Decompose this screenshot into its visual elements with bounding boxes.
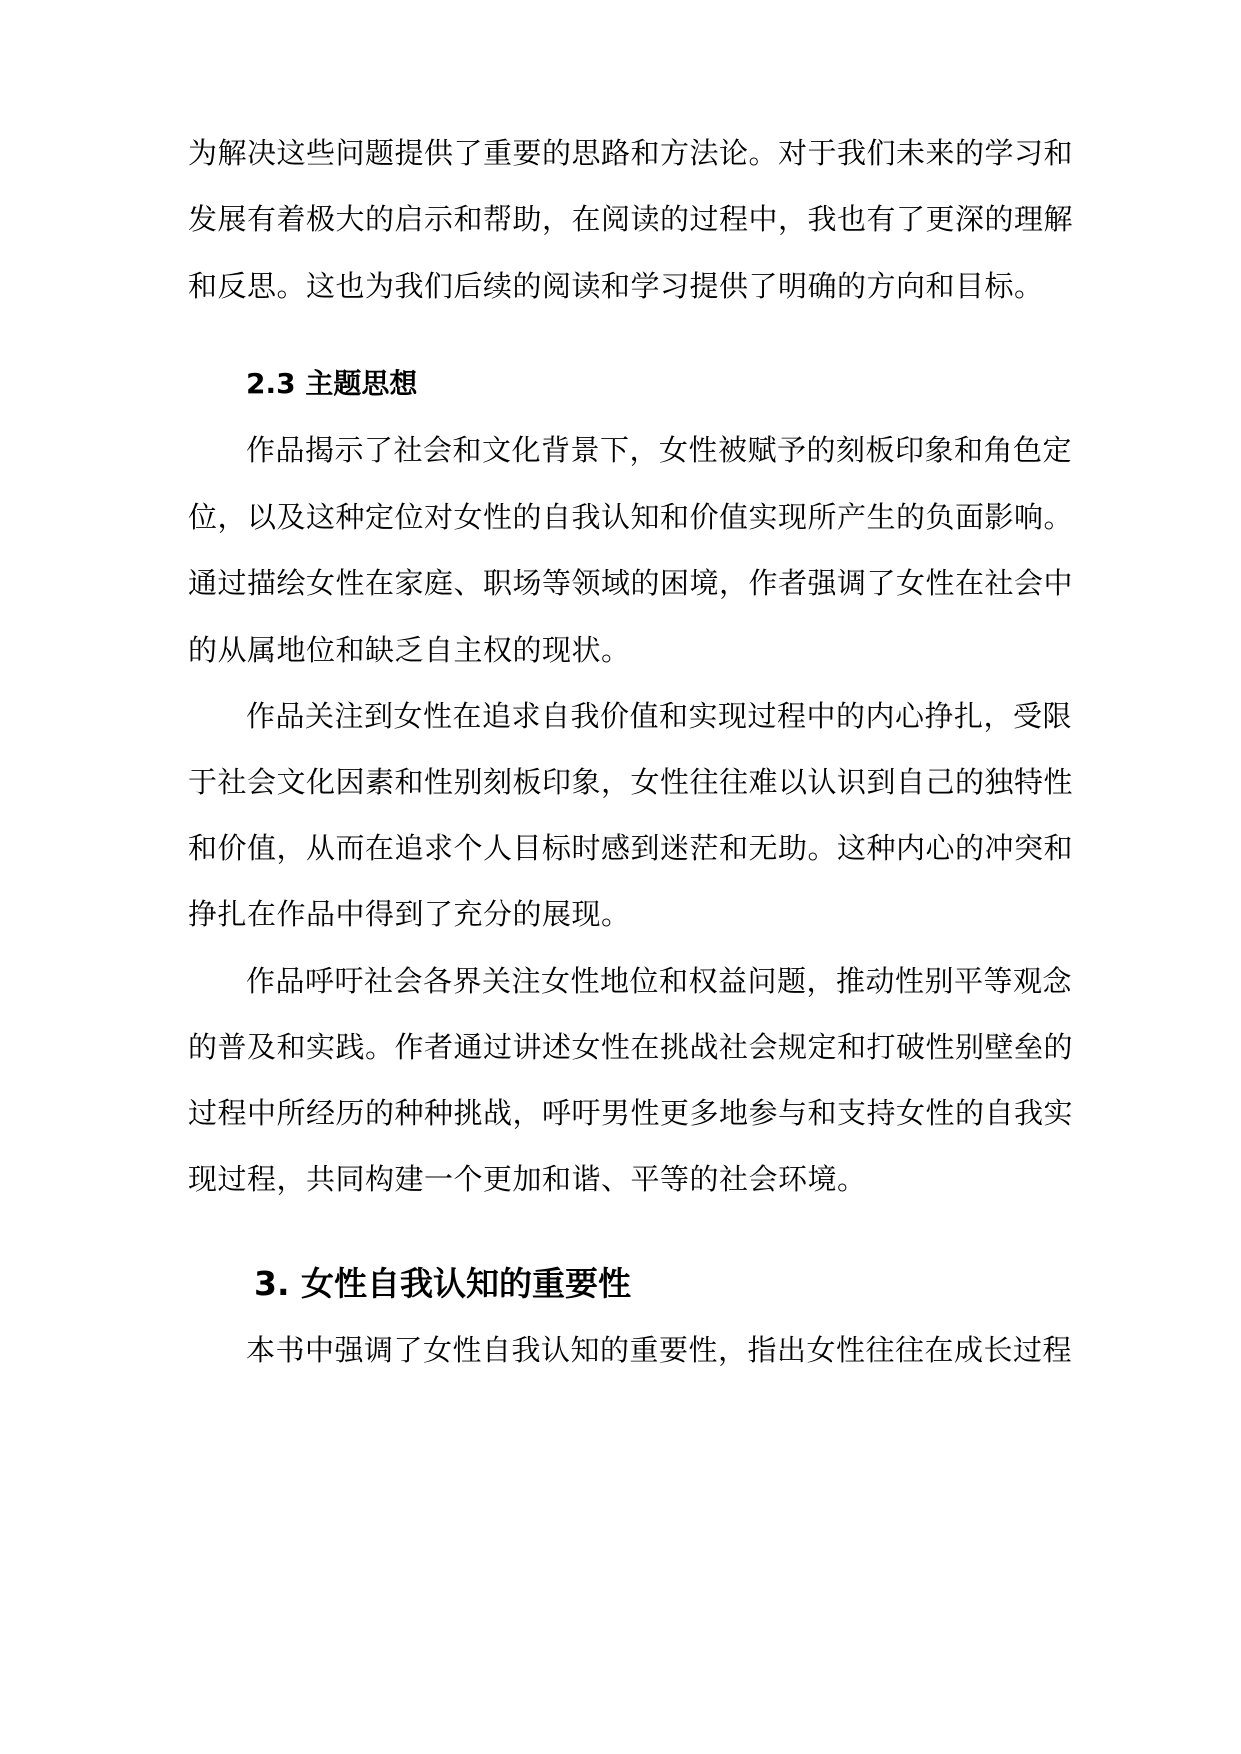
- chapter-heading: 3. 女性自我认知的重要性: [254, 1264, 631, 1303]
- paragraph-line: 的从属地位和缺乏自主权的现状。: [188, 633, 631, 667]
- paragraph-line: 和反思。这也为我们后续的阅读和学习提供了明确的方向和目标。: [188, 269, 1044, 303]
- paragraph-line: 通过描绘女性在家庭、职场等领域的困境，作者强调了女性在社会中: [188, 566, 1074, 600]
- paragraph-line: 现过程，共同构建一个更加和谐、平等的社会环境。: [188, 1162, 867, 1196]
- paragraph-line: 和价值，从而在追求个人目标时感到迷茫和无助。这种内心的冲突和: [188, 831, 1074, 865]
- paragraph-line: 为解决这些问题提供了重要的思路和方法论。对于我们未来的学习和: [188, 136, 1074, 170]
- section-heading: 2.3 主题思想: [246, 367, 418, 400]
- paragraph-line: 发展有着极大的启示和帮助，在阅读的过程中，我也有了更深的理解: [188, 202, 1074, 236]
- paragraph-line: 挣扎在作品中得到了充分的展现。: [188, 897, 631, 931]
- paragraph-line: 的普及和实践。作者通过讲述女性在挑战社会规定和打破性别壁垒的: [188, 1030, 1074, 1064]
- paragraph-line: 于社会文化因素和性别刻板印象，女性往往难以认识到自己的独特性: [188, 765, 1074, 799]
- paragraph-line: 作品呼吁社会各界关注女性地位和权益问题，推动性别平等观念: [246, 964, 1073, 998]
- paragraph-line: 作品揭示了社会和文化背景下，女性被赋予的刻板印象和角色定: [246, 433, 1073, 467]
- paragraph-line: 作品关注到女性在追求自我价值和实现过程中的内心挣扎，受限: [246, 699, 1073, 733]
- paragraph-line: 位，以及这种定位对女性的自我认知和价值实现所产生的负面影响。: [188, 500, 1074, 534]
- paragraph-line: 本书中强调了女性自我认知的重要性，指出女性往往在成长过程: [246, 1333, 1073, 1367]
- paragraph-line: 过程中所经历的种种挑战，呼吁男性更多地参与和支持女性的自我实: [188, 1096, 1074, 1130]
